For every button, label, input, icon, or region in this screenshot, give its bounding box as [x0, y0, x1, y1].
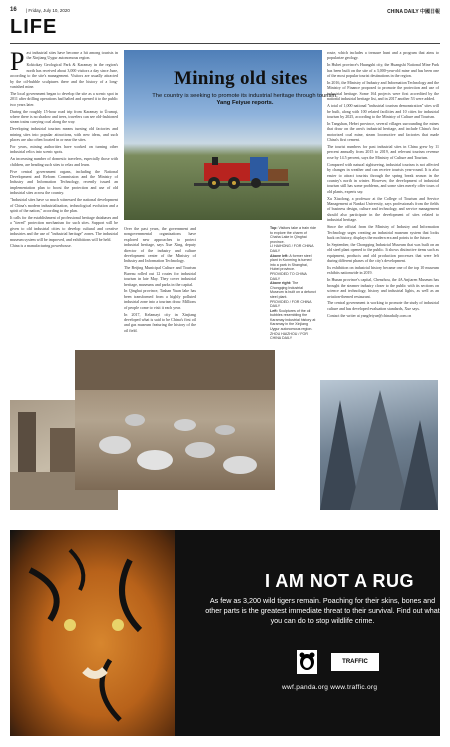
photo-industrial-museum [320, 380, 438, 510]
article-paragraph: The local government began to develop the site as a scenic spot in 2011 after drilling operations had halted and opened it to the public two years later. [10, 90, 118, 107]
article-paragraph: Koktokay Geological Park & Karamay in the region's north has received about 3,000 visitors a day since June, according to the site's management. Visitors are usually attracted by the oil-bubble sculptures there and the history of a long-vanished mine. [10, 62, 118, 89]
article-paragraph: It calls for the establishment of professional heritage databases and a "tiered" protection mechanism for such sites. Support will be given to old industrial cities to develop cultural and creative industries and the use of "industrial heritage" zones. The industrial museum system will be improved, and exhibitions will be held. [10, 214, 118, 242]
article-paragraph: China is a manufacturing powerhouse. [10, 243, 72, 249]
ad-urls[interactable]: wwf.panda.org www.traffic.org [282, 684, 378, 691]
byline: Yang Feiyue reports. [216, 100, 274, 106]
drop-cap: P [10, 50, 25, 76]
article-column-1 [10, 50, 118, 395]
article-paragraph: In September, the Chongqing Industrial Museum that was built on an old steel plant opened to the public. It shows distinctive items such as equipment, products and old production processes that were left during different phases of the city's development. [327, 241, 439, 264]
masthead: CHINA DAILY 中國日報 [387, 9, 440, 15]
top-bar [10, 6, 440, 16]
article-column-3 [327, 50, 439, 370]
page-number: 16 [10, 7, 17, 13]
article-paragraph: In Hunan province's capital, Chenzhou, the 4A Anjiaren Museum has brought the steamer industry closer to the public with its sections on science and technology, history and industrial lights, as well as an aviation-themed restaurant. [327, 277, 439, 299]
wwf-logo-icon [297, 650, 317, 674]
article-paragraph: Developing industrial tourism means turning old factories and mining sites into popular attractions, with new ideas, and such places are also often located in or near the sites. [10, 126, 118, 143]
wildlife-ad [10, 530, 440, 736]
article-paragraph: In Qinghai province, Tashan Yuan lake has been transformed from a highly polluted industrial zone into a tourism draw. Millions of people come to visit it each year. [124, 288, 196, 310]
article-paragraph: Compared with natural sightseeing, industrial tourism is not affected by changes in weather and can receive tourists year-round. It is also easier to attract tourists through the spring break season in the country's north in winter. However, the development of industrial tourism still has some problems, and some sites merely offer tours of old plants, experts say. [327, 161, 439, 194]
article-paragraph: Contact the writer at yangfeiyue@chinadaily.com.cn [327, 312, 412, 318]
article-paragraph: During the roughly 15-hour road trip from Karamay to Ürumqi, where there is no shadow and trees, travelers can see old-fashioned steam trains carrying coal along the way. [10, 108, 118, 125]
article-paragraph: Since the official from the Ministry of Industry and Information Technology urges creating an industrial museum system that looks back on history, displays the modern era and points to the future. [327, 224, 439, 240]
locomotive-illustration [194, 155, 289, 195]
article-column-2 [124, 226, 196, 344]
article-paragraph: Its exhibition on industrial history became one of the top 10 museum exhibits nationwide in 2019. [327, 265, 439, 276]
article-paragraph: ast industrial sites have become a hit among tourists in the Xinjiang Uygur autonomous region. [26, 50, 118, 61]
article-paragraph: For years, mining authorities have worked on turning other industrial relics into scenic spots. [10, 144, 118, 155]
article-paragraph: In 2017, Kelamayi city in Xinjiang developed what is said to be China's first oil and gas museum featuring the history of the oil field. [124, 311, 196, 333]
ad-headline: I AM NOT A RUG [265, 571, 414, 591]
tiger-stripes [10, 530, 175, 736]
article-paragraph: A total of 1,000 national "industrial tourism demonstration" sites will be built, along with 100 related facilities and 10 cities for industrial tourism by 2025, according to the Ministry of Culture and Tourism. [327, 103, 439, 119]
museum-illustration [320, 380, 438, 510]
article-paragraph: "Industrial sites have so much witnessed the national development of China's modern industrialization, technological evolution and a spirit of the nation," according to the plan. [10, 197, 118, 213]
photo-captions: Top: Visitors take a train ride to explore the charm of Chaha Lake in Qinghai province. LI HAIHONG / FOR CHINA DAILY Above left: A former steel plant in Kunming is turned into a park in Shanghai, Hubei province. PROVIDED TO CHINA DAILY Above right: The Chongqing Industrial Museum is built on a defunct steel plant. PROVIDED / FOR CHINA DAILY Left: Sculptures of the oil bubbles resembling the Karamay industrial history at Karamay in the Xinjiang Uygur autonomous region. ZHOU HAIZHOU / FOR CHINA DAILY [270, 226, 317, 341]
article-paragraph: Five central government organs, including the National Development and Reform Commission and the Ministry of Industry and Information Technology, recently issued an implementation plan to boost the protection and use of old industrial sites across the country. [10, 168, 118, 196]
section-rule [10, 43, 440, 44]
oil-bubble-sculptures [75, 350, 275, 490]
article-paragraph: An increasing number of domestic travelers, especially those with children, are heading such sites to relax and learn. [10, 156, 118, 167]
article-paragraph: In Tangshan, Hebei province, several villages surrounding the mines that draw on the area's industrial heritage, and include China's first motorized coal mine, steam locomotive and factories that made China's first cement. [327, 120, 439, 143]
article-paragraph: The tourist numbers for past industrial sites in China grew by 11 percent annually from 2015 to 2019, and relevant tourism revenue rose by 14.5 percent, says the Ministry of Culture and Tourism. [327, 144, 439, 160]
ad-body-text: As few as 3,200 wild tigers remain. Poaching for their skins, bones and other parts is the greatest immediate threat to their survival. Find out what you can do to stop wildlife crime. [205, 596, 440, 625]
photo-oil-bubbles [75, 350, 275, 490]
article-paragraph: route, which includes a treasure hunt and a program that aims to popularize geology. [327, 50, 439, 61]
subheadline: The country is seeking to promote its industrial heritage through tourism, Yang Feiyue reports. [152, 93, 338, 106]
article-paragraph: Over the past years, the government and nongovernmental organizations have explored new approaches to protect industrial heritage, says Xue Xing, deputy director of the industry and culture development center of the Ministry of Industry and Information Technology. [124, 226, 196, 264]
article-paragraph: In 2016, the Ministry of Industry and Information Technology and the Ministry of Finance proposed to promote the protection and use of industrial heritage. Some 164 projects were first accredited by the national industrial heritage list, and in 2017 another 53 were added. [327, 80, 439, 102]
article-paragraph: The Beijing Municipal Culture and Tourism Bureau rolled out 12 routes for industrial tourism in late May. They cover industrial heritage, museums and parks in the capital. [124, 265, 196, 287]
article-paragraph: In Hubei province's Huangshi city, the Huangshi National Mine Park has been built on the site of a 3,000-year-old mine and has been one of the most popular tourist destinations in the region. [327, 62, 439, 79]
headline: Mining old sites [174, 68, 308, 89]
traffic-logo: TRAFFIC [331, 653, 379, 671]
article-paragraph: The central government is working to promote the study of industrial culture and has developed evaluation standards, Xue says. [327, 300, 439, 311]
article-paragraph: Xu Xiaolong, a professor at the College of Tourism and Service Management at Nankai University, says professionals from the fields of business design, culture and technology, and service management should also participate in the development of sites related to industrial heritage. [327, 195, 439, 223]
tiger-photo [10, 530, 175, 736]
issue-date: | Friday, July 10, 2020 [26, 8, 70, 13]
section-title: LIFE [10, 16, 58, 38]
